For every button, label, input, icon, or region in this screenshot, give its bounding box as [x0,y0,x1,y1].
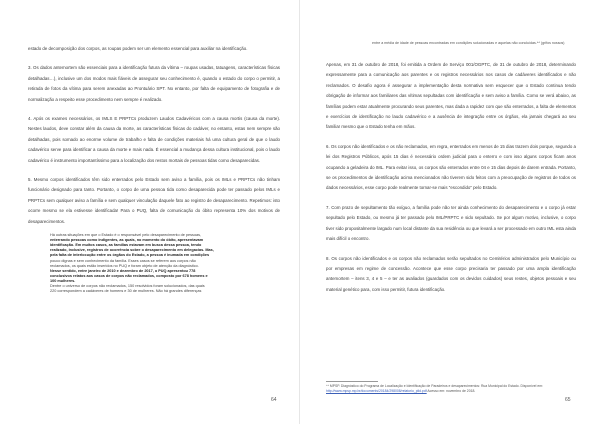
footnote-marker: ⁴⁴ [326,384,329,388]
paragraph: 6. Os corpos não identificados e os não reclamados, em regra, enterrados em menos de 15 dias trazem dois porque, segundo a lei dos Registros Públicos, após 15 dias é necessário ordem judicial para o enterro e com isso alguns corpos ficam anos ocupando a geladeira do IML. Para evitar isso, os corpos são enterrados entre 04 e 15 dias depois de darem entrada. Portanto, se os procedimentos de identificação acima mencionados não tiverem sido feitos com a preocupação de registros de todos os dados necessários, esse corpo pode realmente tornar-se mais "escondido" pelo Estado. [326,143,576,191]
quote-line: Nesse sentido, entre janeiro de 2010 e dezembro de 2017, o PUQ apresentou 778 [50,268,196,273]
paragraph: 3. Os dados antemortem são essenciais para a identificação futura da vítima – roupas usadas, tatuagens, características físicas detalhadas…), inclusive um dos modos mais fiáveis de assegurar seu conhecimento é, quando o estado do corpo o permitir, a retirada de fotos da vítima para serem anexadas ao Prontuário SPT. No entanto, por falta de equipamento de fotografia e de normalização a respeito esse procedimento nem sempre é realizado. [28,65,280,102]
paragraph: 5. Mesmo corpos identificados têm sido enterrados pelo Estado sem aviso a família, pois os IMLs e PRPTCs não tinham funcionário designado para tanto. Portanto, o corpo de uma pessoa tida como desaparecida pode ter passado pelos IMLs e PRPTCs sem qualquer aviso a família e sem qualquer vinculação daquele fato ao registro de desaparecimento. Repetimos: isto ocorre mesmo se ela estivesse identificada! Para o PUQ, falta de comunicação do óbito representa 10% dos motivos de desaparecimentos. [28,177,280,224]
right-page-body [326,60,576,304]
footnote-link[interactable]: http://www.mpsp.mp.br/documents/20184/298008/relatorio_plid.pdf [326,388,427,393]
quote-line: enterrando pessoas como indigentes, as quais, no momento do óbito, apresentavam [50,238,204,243]
paragraph: 8. Os corpos não identificados e os corpos não reclamados serão sepultados no Cemitérios administrados pelo Município ou por empresas em regime de concessão. Acontece que esse corpo precisaria ter passado por uma ampla identificação antemortem – itens 3, 4 e 5 – e ter as avaliados (guardados com os devidos cuidados) seus restes, objetos pessoais e seu material genético para, com isso permitir, futura identificação. [326,255,576,292]
footnote-tail: Acesso em: novembro de 2018. [427,388,476,393]
continued-footnote: entre a média de idade de pessoas encontradas em condições solucionadas e aquelas não concluídas.⁴⁴ (grifos nossos) [372,41,565,45]
quote-line: identificação. Em muitos casos, as famílias estavam em busca dessa pessoa, tendo [50,243,202,248]
footnote [326,384,574,393]
quote-line: realizado, inclusive, registros de ocorrência sobre o desaparecimento em delegacias. Mas, [50,248,214,253]
quote-line: pela falta de interlocução entre os órgãos do Estado, a pessoa é inumada em condições [50,253,210,258]
quote-line: 100 mulheres. [50,278,76,283]
quote-line: pouco dignas e sem conhecimento da família. Esses casos se referem aos corpos não [50,258,196,263]
quote-line: 220 correspondem a cadáveres de homens e 30 de mulheres. Não há grandes diferenças [50,289,202,294]
quote-line: reclamados, os quais estão inseridos no PUQ e foram objeto de atenção da diagnóstico. [50,263,199,268]
paragraph: 4. Após os exames necessários, os IMLS E PRPTCs produzem Laudos Cadavéricos com a causa mortis (causa da morte). Nestes laudos, deve constar além da causa da morte, as características físicas do cadáver, no entanto, estas nem sempre são detalhadas, pois somado ao enorme volume de trabalho e falta de condições materiais há uma cultura geral de que o laudo cadavérico serve para identificar a causa da morte e mais nada. É essencial a mudança dessa cultura institucional, pois o laudo cadavérico é instrumento importantíssimo para a localização dos restos mortais de pessoas tidas como desaparecidas. [28,116,280,163]
page-number: 65 [565,397,571,403]
paragraph: Apenas, em 31 de outubro de 2018, foi emitida a Ordem de Serviço 001/OGPTC, de 31 de outubro de 2018, determinando expressamente para a comunicação aos parentes e os registros necessários nos casos de cadáveres identificados e não reclamados. O desafio agora é assegurar a implementação desta normativa sem esquecer que o Estado continua tendo obrigação de informar aos familiares das vítimas sepultadas com identificação e sem aviso a família. Como se verá abaixo, as famílias podem estar atualmente procurando seus parentes, mas dada a rapidez com que são enterrados, a falta de elementos e exercícios de identificação no laudo cadavérico e a ausência de integração entre os órgãos, ela jamais chegará ao seu familiar mesmo que o Estado tenha em mãos. [326,62,576,130]
quote-line: Há outras situações em que o Estado é o responsável pelo desaparecimento de pessoas, [50,233,202,238]
paragraph: estado de decomposição dos corpos, as roupas podem ser um elemento essencial para auxiliar na identificação. [28,46,248,51]
quote-line: Dentre o universo de corpos não reclamados, 150 resolvidos foram solucionados, das quais [50,284,205,289]
left-page-body [28,44,280,294]
page-number: 64 [271,397,277,403]
paragraph: 7. Com prazo de sepultamento tão exíguo, a família pode não ter ainda conhecimento do desaparecimento e o corpo já estar sepultado pelo Estado, ou mesmo já ter passado pelo IML/PRPTC e sido sepultado. Se por algum motivo, inclusive, o corpo tiver sido propositalmente largado num local distante da sua residência ou que levará a ser processado em outro IML esta ainda mais difícil o encontro. [326,204,576,242]
footnote-rule [326,381,378,382]
quote-line: conclusivos relatos aos casos de corpos não reclamados, composto por 678 homens e [50,273,208,278]
block-quote [50,233,280,294]
footnote-text: MPSP. Diagnóstico do Programa de Localização e Identificação de Paradeiros e desaparecimentos: Rua Municipal do Estado. Disponível em: [329,384,543,388]
